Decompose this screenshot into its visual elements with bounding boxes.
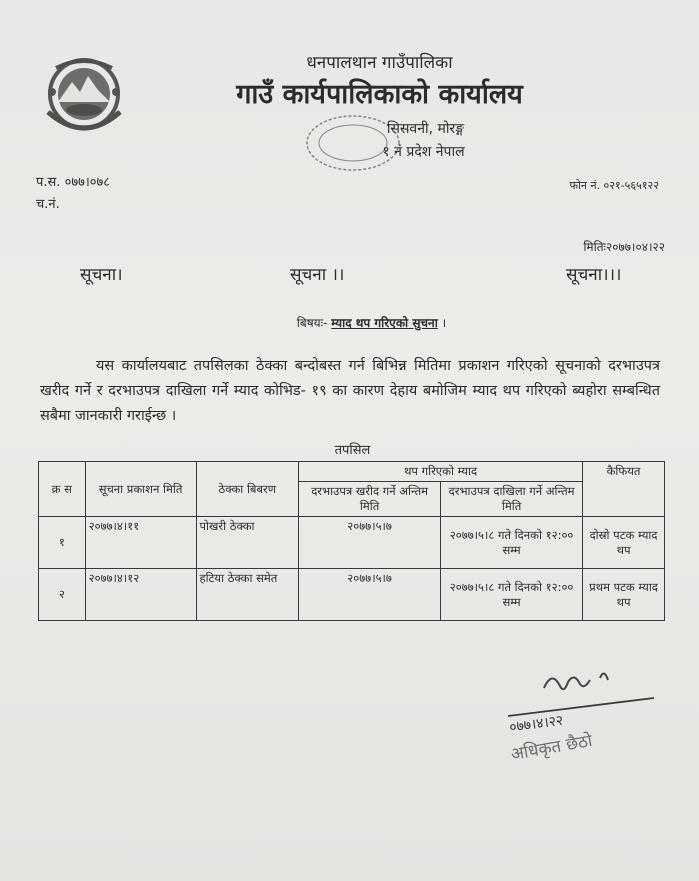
- row-details: हटिया ठेक्का समेत: [196, 569, 299, 621]
- notice-heading-1: सूचना।: [80, 265, 123, 285]
- table-row: [39, 569, 665, 621]
- header-remarks: कैफियत: [583, 462, 665, 517]
- table-title: तपसिल: [334, 443, 371, 458]
- reference-number: प.स. ०७७।०७८: [36, 175, 111, 190]
- row-sn: १: [39, 517, 86, 569]
- signatory-title: अधिकृत छैठो: [509, 730, 594, 765]
- row-details: पोखरी ठेक्का: [196, 517, 299, 569]
- row-purchase-date: २०७७।५।७: [299, 569, 441, 621]
- table-row: [39, 517, 665, 569]
- document-date: मितिः२०७७।०४।२२: [583, 240, 665, 254]
- office-title: गाउँ कार्यपालिकाको कार्यालय: [236, 79, 523, 110]
- subject-suffix: ।: [441, 316, 447, 330]
- header-submit-date: दरभाउपत्र दाखिला गर्ने अन्तिम मिति: [441, 482, 583, 517]
- row-remarks: प्रथम पटक म्याद थप: [583, 569, 665, 621]
- office-address: सिसवनी, मोरङ्ग: [386, 121, 465, 137]
- row-remarks: दोस्रो पटक म्याद थप: [583, 517, 665, 569]
- signature-date: ०७७।४।२२: [508, 712, 565, 736]
- row-sn: २: [39, 569, 86, 621]
- row-pub-date: २०७७।४।११: [85, 517, 196, 569]
- notice-heading-3: सूचना।।।: [566, 265, 622, 285]
- office-stamp-icon: [303, 112, 403, 174]
- header-details: ठेक्का बिबरण: [196, 462, 299, 517]
- row-submit-date: २०७७।५।८ गते दिनको १२:०० सम्म: [441, 517, 583, 569]
- row-purchase-date: २०७७।५।७: [299, 517, 441, 569]
- notice-body: यस कार्यालयबाट तपसिलका ठेक्का बन्दोबस्त गर्न बिभिन्न मितिमा प्रकाशन गरिएको सूचनाको दरभाउपत्र खरीद गर्ने र दरभाउपत्र दाखिला गर्ने म्याद कोभिड- १९ का कारण देहाय बमोजिम म्याद थप गरिएको ब्यहोरा सम्बन्धित सबैमा जानकारी गराईन्छ ।: [40, 358, 660, 424]
- signature-icon: [504, 660, 664, 780]
- schedule-table: [38, 461, 665, 621]
- row-pub-date: २०७७।४।१२: [85, 569, 196, 621]
- row-submit-date: २०७७।५।८ गते दिनको १२:०० सम्म: [441, 569, 583, 621]
- header-extended: थप गरिएको म्याद: [299, 462, 583, 482]
- subject-prefix: बिषयः-: [296, 316, 328, 330]
- province-name: १ नं प्रदेश नेपाल: [382, 144, 465, 160]
- header-pub-date: सूचना प्रकाशन मिति: [85, 462, 196, 517]
- phone-number: फोन नं. ०२१-५६५१२२: [569, 179, 659, 192]
- notice-heading-2: सूचना ।।: [290, 265, 345, 285]
- subject-text: म्याद थप गरिएको सुचना: [331, 316, 438, 330]
- dispatch-number: च.नं.: [36, 197, 60, 212]
- header-purchase-date: दरभाउपत्र खरीद गर्ने अन्तिम मिति: [299, 482, 441, 517]
- subject-line: [0, 314, 699, 331]
- table-header-row: [39, 462, 665, 482]
- header-sn: क्र स: [39, 462, 86, 517]
- municipality-name: धनपालथान गाउँपालिका: [306, 53, 453, 73]
